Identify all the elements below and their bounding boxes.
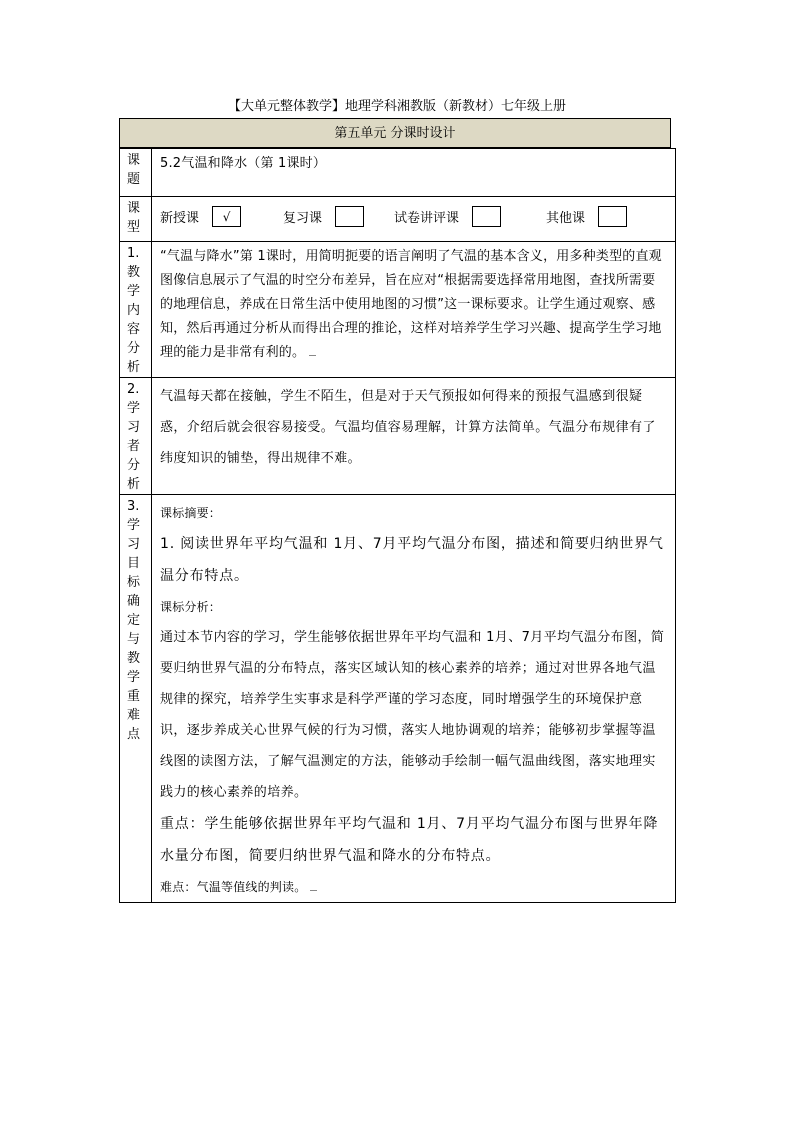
learner-analysis-text: 气温每天都在接触，学生不陌生，但是对于天气预报如何得来的预报气温感到很疑惑，介绍后就会很容易接受。气温均值容易理解，计算方法简单。气温分布规律有了纬度知识的铺垫，得出规律不难。 (160, 389, 656, 466)
topic-value: 5.2气温和降水（第 1课时） (160, 156, 327, 171)
lesson-design-table (119, 148, 676, 903)
type-option-new[interactable] (160, 206, 241, 227)
objectives-row (120, 495, 676, 903)
type-option-exam[interactable] (394, 206, 501, 227)
type-option-label: 新授课 (160, 210, 200, 226)
type-label: 课型 (127, 201, 141, 235)
topic-label-cell (120, 149, 152, 197)
topic-value-cell (152, 149, 676, 197)
content-label: 1.教学内容分析 (127, 246, 141, 375)
key-points-text: 重点：学生能够依据世界年平均气温和 1月、7月平均气温分布图与世界年降水量分布图，简要归纳世界气温和降水的分布特点。 (160, 816, 659, 864)
objectives-label-cell (120, 495, 152, 903)
analysis-text: 通过本节内容的学习，学生能够依据世界年平均气温和 1月、7月平均气温分布图，简要归纳世界气温的分布特点，落实区域认知的核心素养的培养；通过对世界各地气温规律的探究，培养学生实事求是科学严谨的学习态度，同时增强学生的环境保护意识，逐步养成关心世界气候的行为习惯，落实人地协调观的培养；能够初步掌握等温线图的读图方法，了解气温测定的方法，能够动手绘制一幅气温曲线图，落实地理实践力的核心素养的培养。 (160, 630, 665, 800)
type-option-review[interactable] (283, 206, 364, 227)
type-option-label: 试卷讲评课 (394, 210, 460, 226)
type-checkbox-review[interactable] (335, 206, 364, 227)
content-analysis-text: “气温与降水”第 1课时，用简明扼要的语言阐明了气温的基本含义，用多种类型的直观图像信息展示了气温的时空分布差异，旨在应对“根据需要选择常用地图，查找所需要的地理信息，养成在日常生活中使用地图的习惯”这一课标要求。让学生通过观察、感知，然后再通过分析从而得出合理的推论，这样对培养学生学习兴趣、提高学生学习地理的能力是非常有利的。 (160, 249, 662, 360)
content-analysis-row (120, 242, 676, 378)
type-options-cell (152, 197, 676, 242)
document-title: 【大单元整体教学】地理学科湘教版（新教材）七年级上册 (227, 99, 566, 114)
paragraph-mark (310, 880, 317, 891)
learner-label-cell (120, 378, 152, 495)
lesson-type-row (120, 197, 676, 242)
paragraph-mark (309, 345, 316, 356)
type-label-cell (120, 197, 152, 242)
standard-text: 1. 阅读世界年平均气温和 1月、7月平均气温分布图，描述和简要归纳世界气温分布特点。 (160, 536, 664, 584)
analysis-title: 课标分析： (160, 600, 222, 614)
type-checkbox-other[interactable] (598, 206, 627, 227)
type-option-other[interactable] (546, 206, 627, 227)
type-option-label: 复习课 (283, 210, 323, 226)
type-option-label: 其他课 (546, 210, 586, 226)
topic-label: 课题 (127, 153, 141, 187)
topic-row (120, 149, 676, 197)
standard-title: 课标摘要： (160, 506, 222, 520)
unit-title-bar: 第五单元 分课时设计 (119, 118, 671, 148)
content-text-cell (152, 242, 676, 378)
type-options (152, 197, 675, 235)
learner-text-cell (152, 378, 676, 495)
type-checkbox-exam[interactable] (472, 206, 501, 227)
learner-label: 2.学习者分析 (127, 382, 141, 492)
objectives-label: 3.学习目标确定与教学重难点 (127, 499, 141, 742)
content-label-cell (120, 242, 152, 378)
difficulty-text: 难点：气温等值线的判读。 (160, 872, 667, 902)
learner-analysis-row (120, 378, 676, 495)
objectives-text-cell (152, 495, 676, 903)
type-checkbox-new[interactable]: √ (212, 206, 241, 227)
